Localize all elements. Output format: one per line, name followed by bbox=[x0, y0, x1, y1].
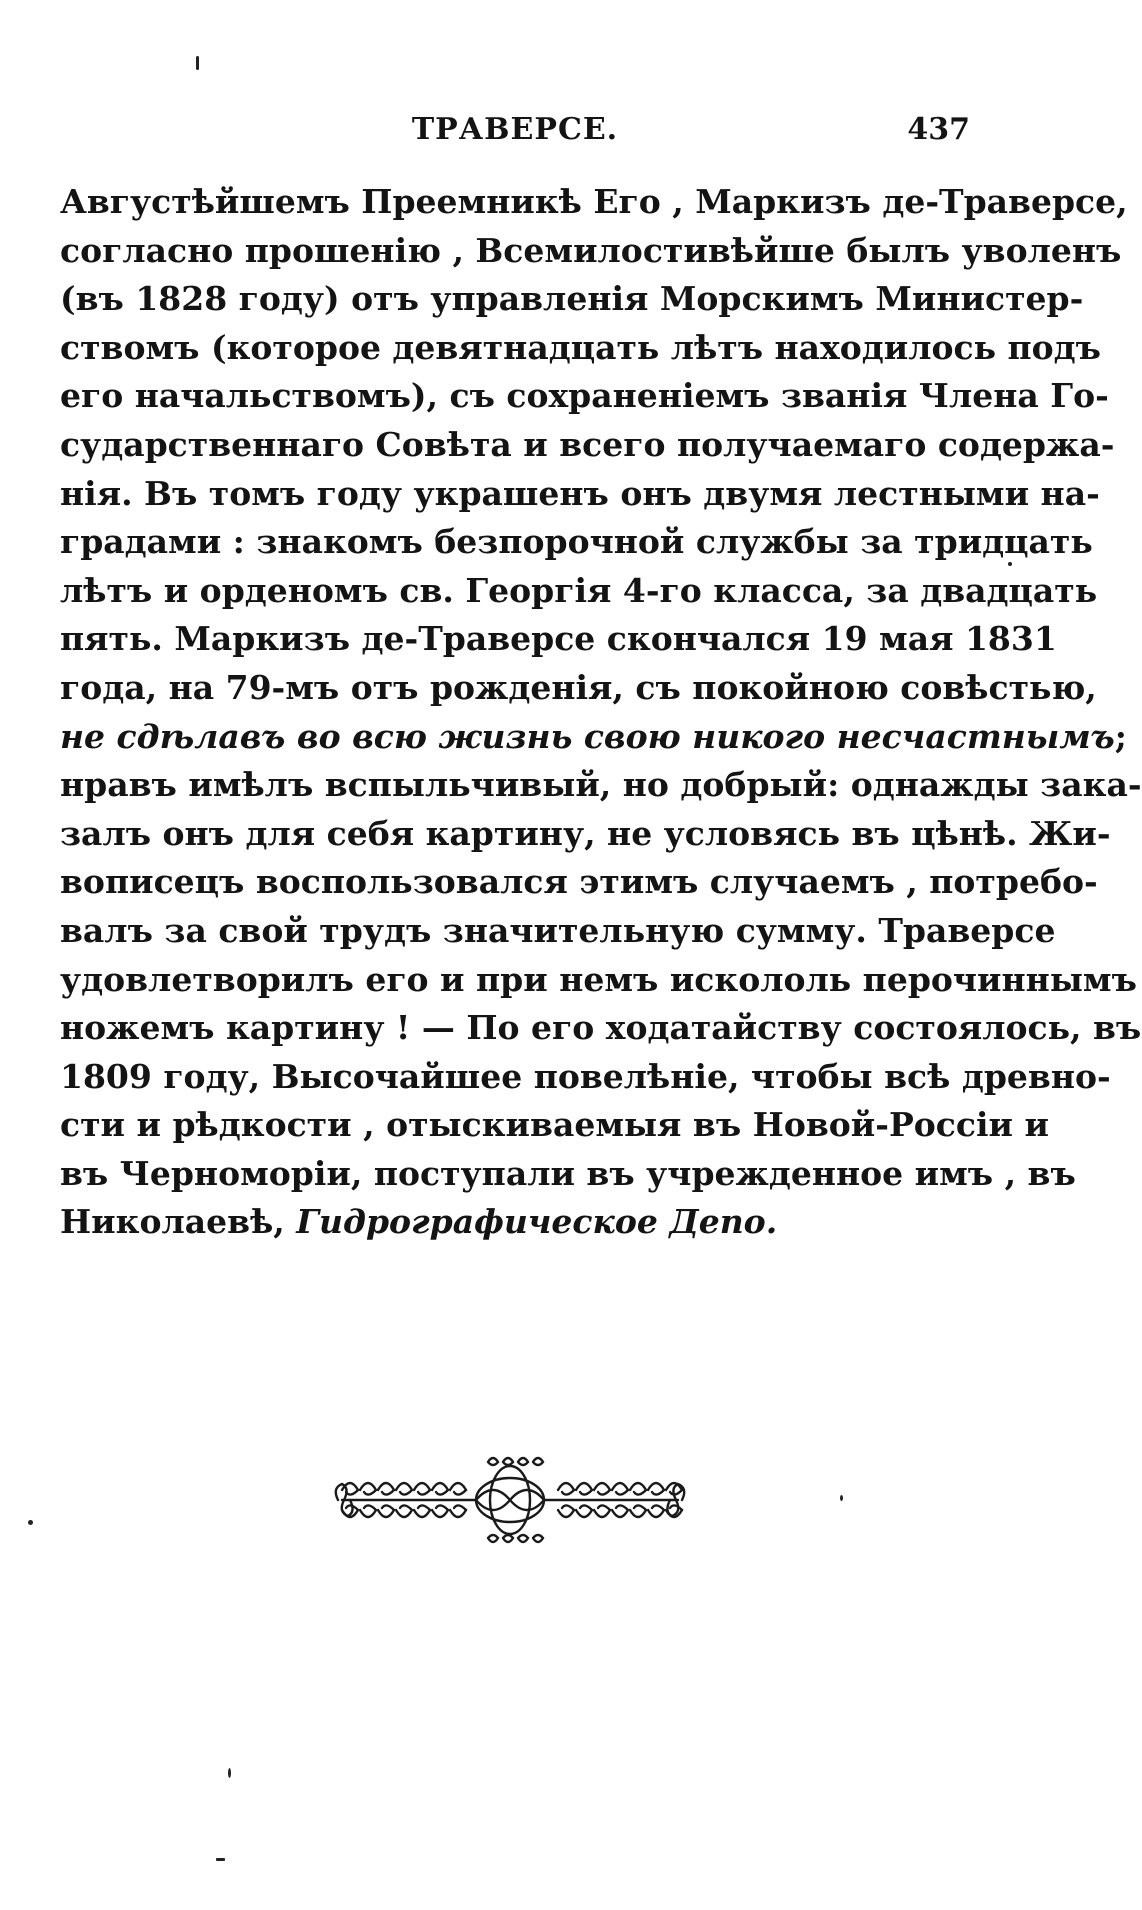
scan-speck bbox=[228, 1768, 231, 1778]
text-line bbox=[60, 324, 1101, 373]
text-segment: нравъ имѣлъ вспыльчивый, но добрый: однажды зака- bbox=[60, 765, 1142, 805]
text-line bbox=[60, 956, 1137, 1005]
text-line bbox=[60, 470, 1100, 519]
scan-speck bbox=[840, 1495, 843, 1501]
text-line bbox=[60, 178, 1128, 227]
text-line bbox=[60, 1150, 1076, 1199]
text-line bbox=[60, 518, 1093, 567]
text-segment: 1809 году, Высочайшее повелѣніе, чтобы всѣ древно- bbox=[60, 1056, 1111, 1096]
text-segment: Августѣйшемъ Преемникѣ Его , Маркизъ де-Траверсе, bbox=[60, 182, 1128, 221]
text-segment: ; bbox=[1114, 716, 1127, 756]
text-line bbox=[60, 907, 1056, 956]
scan-speck bbox=[196, 56, 199, 70]
text-segment: (въ 1828 году) отъ управленія Морскимъ Министер- bbox=[60, 279, 1084, 319]
text-segment: въ Черноморіи, поступали въ учрежденное имъ , въ bbox=[60, 1153, 1076, 1193]
text-line bbox=[60, 372, 1109, 421]
text-line bbox=[60, 761, 1142, 810]
page-number: 437 bbox=[907, 112, 970, 147]
running-header bbox=[60, 112, 970, 152]
text-segment: ствомъ (которое девятнадцать лѣтъ находилось подъ bbox=[60, 327, 1101, 367]
text-segment: нія. Въ томъ году украшенъ онъ двумя лестными на- bbox=[60, 473, 1100, 513]
text-line bbox=[60, 567, 1098, 616]
scan-speck bbox=[216, 1858, 225, 1861]
text-segment: градами : знакомъ безпорочной службы за тридцать bbox=[60, 522, 1093, 562]
ornament-tailpiece-icon bbox=[330, 1450, 690, 1550]
scan-speck bbox=[28, 1520, 33, 1525]
text-segment: пять. Маркизъ де-Траверсе скончался 19 мая 1831 bbox=[60, 619, 1057, 659]
text-segment: удовлетворилъ его и при немъ искололь перочиннымъ bbox=[60, 959, 1137, 999]
text-segment: ножемъ картину ! — По его ходатайству состоялось, въ bbox=[60, 1008, 1142, 1048]
italic-text-segment: Гидрографическое Депо. bbox=[296, 1202, 778, 1242]
text-line bbox=[60, 1004, 1142, 1053]
text-line bbox=[60, 1101, 1049, 1150]
text-segment: сударственнаго Совѣта и всего получаемаго содержа- bbox=[60, 424, 1115, 464]
body-text bbox=[60, 178, 1142, 1247]
scan-speck bbox=[1008, 562, 1012, 566]
text-line bbox=[60, 713, 1127, 762]
text-line bbox=[60, 275, 1084, 324]
running-title: ТРАВЕРСЕ. bbox=[411, 112, 619, 147]
italic-text-segment: не сдѣлавъ во всю жизнь свою никого несчастнымъ bbox=[60, 716, 1115, 756]
text-segment: лѣтъ и орденомъ св. Георгія 4-го класса, за двадцать bbox=[60, 570, 1098, 610]
text-segment: года, на 79-мъ отъ рожденія, съ покойною совѣстью, bbox=[60, 667, 1097, 707]
text-segment: его начальствомъ), съ сохраненіемъ званія Члена Го- bbox=[60, 376, 1109, 416]
text-line bbox=[60, 858, 1098, 907]
text-line bbox=[60, 1198, 970, 1247]
text-line bbox=[60, 664, 1097, 713]
text-line bbox=[60, 615, 1057, 664]
text-segment: вописецъ воспользовался этимъ случаемъ , потребо- bbox=[60, 862, 1098, 902]
text-segment: сти и рѣдкости , отыскиваемыя въ Новой-Россіи и bbox=[60, 1105, 1049, 1145]
text-line bbox=[60, 227, 1122, 276]
text-segment: валъ за свой трудъ значительную сумму. Траверсе bbox=[60, 910, 1056, 950]
text-segment: залъ онъ для себя картину, не условясь въ цѣнѣ. Жи- bbox=[60, 813, 1111, 853]
text-segment: согласно прошенію , Всемилостивѣйше былъ уволенъ bbox=[60, 230, 1122, 270]
text-line bbox=[60, 810, 1111, 859]
text-line bbox=[60, 1053, 1111, 1102]
text-segment: Николаевѣ, bbox=[60, 1202, 297, 1242]
text-line bbox=[60, 421, 1115, 470]
